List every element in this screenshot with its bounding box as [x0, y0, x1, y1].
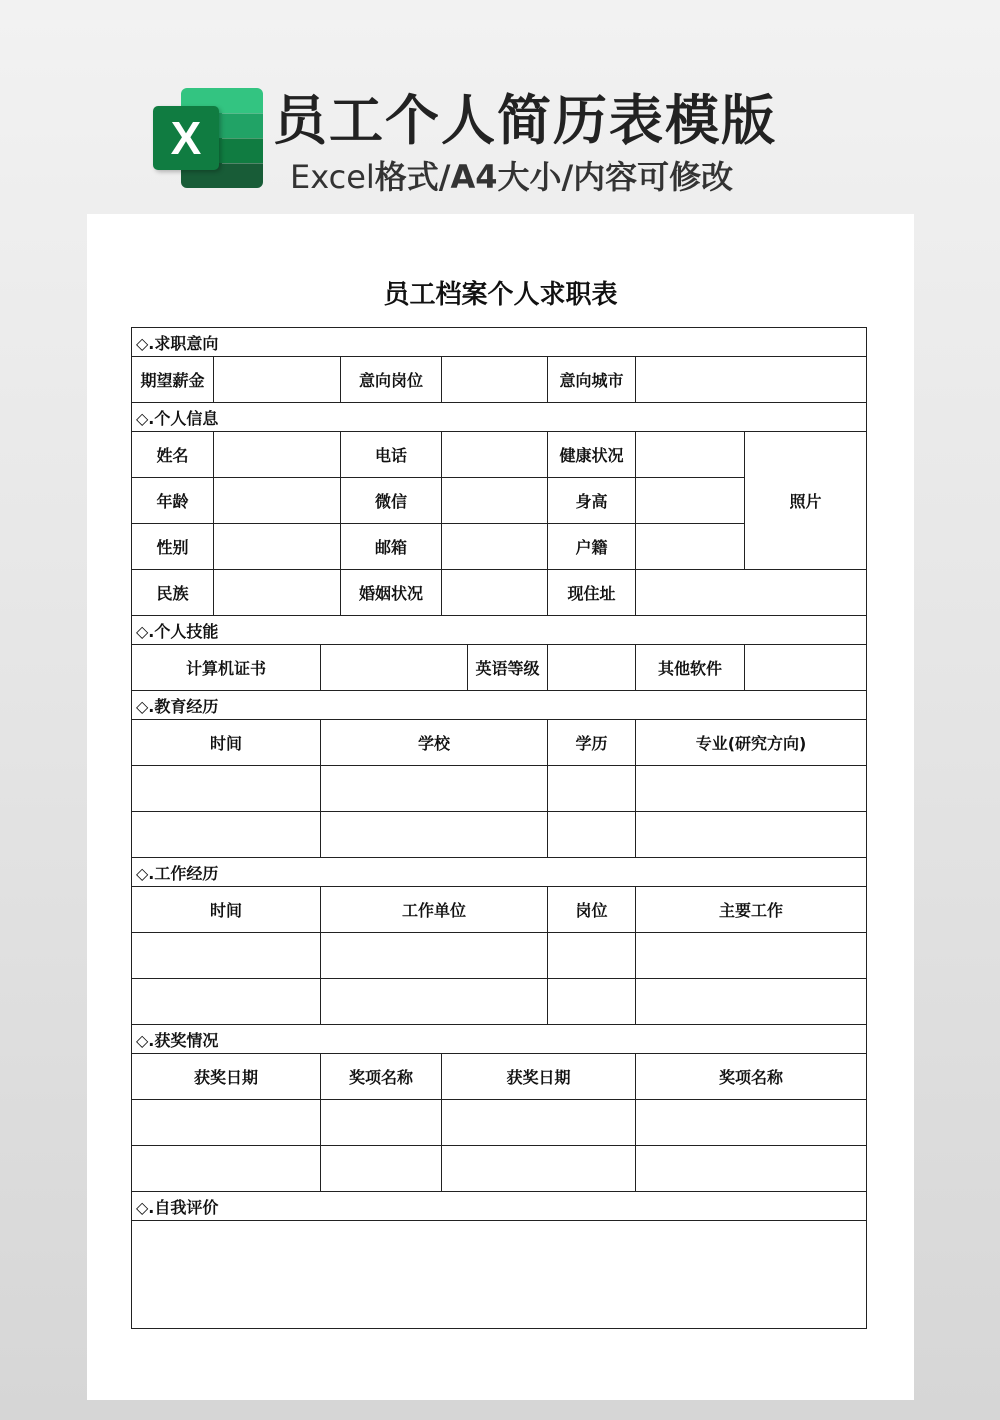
- input-hukou[interactable]: [636, 524, 745, 570]
- award-cell[interactable]: [132, 1100, 321, 1146]
- label-name: 姓名: [132, 432, 214, 478]
- input-computer-cert[interactable]: [321, 645, 468, 691]
- table-row: [132, 979, 867, 1025]
- input-gender[interactable]: [214, 524, 341, 570]
- label-address: 现住址: [548, 570, 636, 616]
- award-col-date-1: 获奖日期: [132, 1054, 321, 1100]
- section-education-header: ◇.教育经历: [132, 691, 867, 720]
- input-wechat[interactable]: [442, 478, 548, 524]
- edu-cell[interactable]: [321, 766, 548, 812]
- work-cell[interactable]: [636, 979, 867, 1025]
- label-other-software: 其他软件: [636, 645, 745, 691]
- subtitle-rest: 格式/A4大小/内容可修改: [374, 158, 734, 196]
- work-col-time: 时间: [132, 887, 321, 933]
- table-row: [132, 933, 867, 979]
- edu-cell[interactable]: [636, 766, 867, 812]
- subtitle-prefix: Excel: [290, 158, 375, 196]
- edu-cell[interactable]: [548, 766, 636, 812]
- work-cell[interactable]: [321, 979, 548, 1025]
- edu-col-major: 专业(研究方向): [636, 720, 867, 766]
- award-cell[interactable]: [321, 1146, 442, 1192]
- table-row: [132, 1146, 867, 1192]
- work-cell[interactable]: [636, 933, 867, 979]
- label-ethnicity: 民族: [132, 570, 214, 616]
- table-row: [132, 812, 867, 858]
- input-expected-salary[interactable]: [214, 357, 341, 403]
- work-col-company: 工作单位: [321, 887, 548, 933]
- edu-col-school: 学校: [321, 720, 548, 766]
- work-col-position: 岗位: [548, 887, 636, 933]
- edu-cell[interactable]: [548, 812, 636, 858]
- document-title: 员工档案个人求职表: [383, 280, 618, 310]
- work-cell[interactable]: [548, 979, 636, 1025]
- label-height: 身高: [548, 478, 636, 524]
- page-subtitle: [290, 152, 733, 198]
- page-title: 员工个人简历表模版: [273, 89, 777, 152]
- excel-icon: X: [153, 106, 219, 170]
- award-cell[interactable]: [636, 1146, 867, 1192]
- label-intended-position: 意向岗位: [341, 357, 442, 403]
- label-wechat: 微信: [341, 478, 442, 524]
- input-intended-position[interactable]: [442, 357, 548, 403]
- label-intended-city: 意向城市: [548, 357, 636, 403]
- label-computer-cert: 计算机证书: [132, 645, 321, 691]
- self-evaluation-input[interactable]: [132, 1221, 867, 1329]
- edu-cell[interactable]: [321, 812, 548, 858]
- label-marital: 婚姻状况: [341, 570, 442, 616]
- section-skills-header: ◇.个人技能: [132, 616, 867, 645]
- work-cell[interactable]: [132, 933, 321, 979]
- label-age: 年龄: [132, 478, 214, 524]
- award-col-date-2: 获奖日期: [442, 1054, 636, 1100]
- excel-logo: [153, 88, 263, 188]
- input-address[interactable]: [636, 570, 867, 616]
- table-row: [132, 1100, 867, 1146]
- label-english-level: 英语等级: [468, 645, 548, 691]
- award-col-name-1: 奖项名称: [321, 1054, 442, 1100]
- section-personal-header: ◇.个人信息: [132, 403, 867, 432]
- award-col-name-2: 奖项名称: [636, 1054, 867, 1100]
- section-awards-header: ◇.获奖情况: [132, 1025, 867, 1054]
- section-self-header: ◇.自我评价: [132, 1192, 867, 1221]
- label-gender: 性别: [132, 524, 214, 570]
- award-cell[interactable]: [442, 1146, 636, 1192]
- award-cell[interactable]: [636, 1100, 867, 1146]
- edu-col-time: 时间: [132, 720, 321, 766]
- input-marital[interactable]: [442, 570, 548, 616]
- input-ethnicity[interactable]: [214, 570, 341, 616]
- input-other-software[interactable]: [745, 645, 867, 691]
- input-health[interactable]: [636, 432, 745, 478]
- input-phone[interactable]: [442, 432, 548, 478]
- label-expected-salary: 期望薪金: [132, 357, 214, 403]
- award-cell[interactable]: [321, 1100, 442, 1146]
- edu-col-degree: 学历: [548, 720, 636, 766]
- award-cell[interactable]: [442, 1100, 636, 1146]
- input-intended-city[interactable]: [636, 357, 867, 403]
- work-cell[interactable]: [321, 933, 548, 979]
- photo-cell[interactable]: 照片: [745, 432, 867, 570]
- input-name[interactable]: [214, 432, 341, 478]
- work-cell[interactable]: [132, 979, 321, 1025]
- edu-cell[interactable]: [636, 812, 867, 858]
- edu-cell[interactable]: [132, 766, 321, 812]
- label-email: 邮箱: [341, 524, 442, 570]
- resume-form-table: [131, 327, 867, 1329]
- input-email[interactable]: [442, 524, 548, 570]
- document-page: [87, 214, 914, 1400]
- input-age[interactable]: [214, 478, 341, 524]
- section-intent-header: ◇.求职意向: [132, 328, 867, 357]
- edu-cell[interactable]: [132, 812, 321, 858]
- label-hukou: 户籍: [548, 524, 636, 570]
- table-row: [132, 766, 867, 812]
- label-health: 健康状况: [548, 432, 636, 478]
- label-phone: 电话: [341, 432, 442, 478]
- work-col-duties: 主要工作: [636, 887, 867, 933]
- award-cell[interactable]: [132, 1146, 321, 1192]
- section-work-header: ◇.工作经历: [132, 858, 867, 887]
- input-height[interactable]: [636, 478, 745, 524]
- input-english-level[interactable]: [548, 645, 636, 691]
- work-cell[interactable]: [548, 933, 636, 979]
